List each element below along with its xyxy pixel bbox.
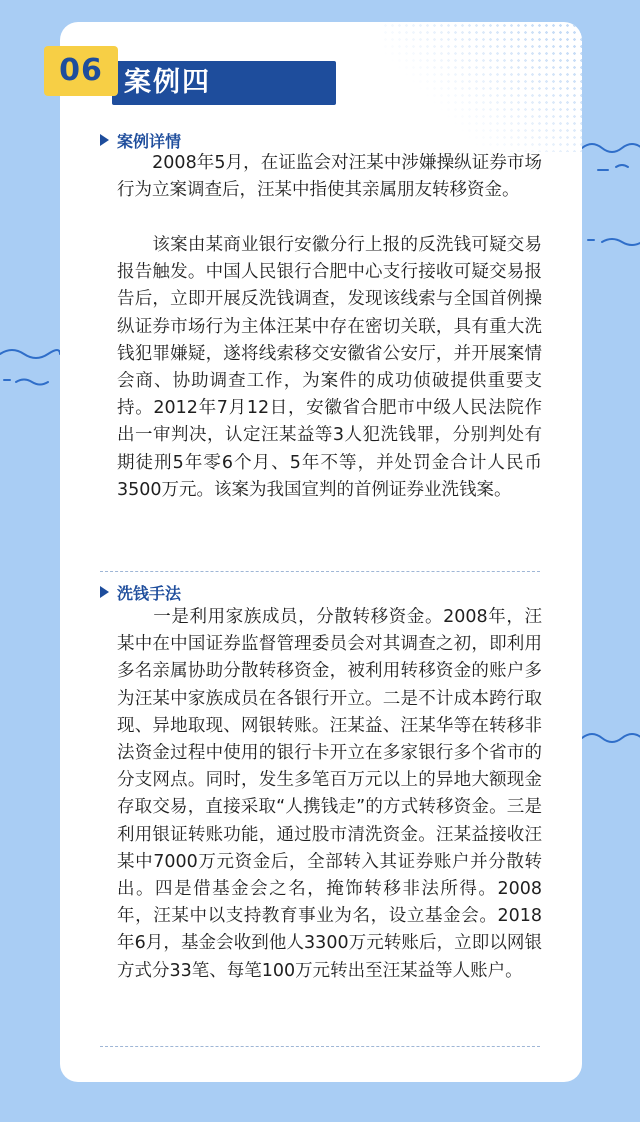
dashed-divider <box>100 1046 540 1047</box>
section-heading-label: 洗钱手法 <box>117 583 182 603</box>
title-banner <box>112 61 336 105</box>
dashed-divider <box>100 571 540 572</box>
paragraph: 一是利用家族成员，分散转移资金。2008年，汪某中在中国证券监督管理委员会对其调查之初，即利用多名亲属协助分散转移资金，被利用转移资金的账户多为汪某中家族成员在各银行开立。二是不计成本跨行取现、异地取现、网银转账。汪某益、汪某华等在转移非法资金过程中使用的银行卡开立在多家银行多个省市的分支网点。同时，发生多笔百万元以上的异地大额现金存取交易，直接采取“人携钱走”的方式转移资金。三是利用银证转账功能，通过股市清洗资金。汪某益接收汪某中7000万元资金后，全部转入其证券账户并分散转出。四是借基金会之名，掩饰转移非法所得。2008年，汪某中以支持教育事业为名，设立基金会。2018年6月，基金会收到他人3300万元转账后，立即以网银方式分33笔、每笔100万元转出至汪某益等人账户。 <box>117 607 542 981</box>
page-title: 案例四 <box>124 67 211 98</box>
dot-pattern-decoration <box>382 22 582 152</box>
section-heading-label: 案例详情 <box>117 131 182 151</box>
section-number-badge: 06 <box>44 46 118 96</box>
section-heading-case-details <box>100 128 181 152</box>
paragraph: 2008年5月，在证监会对汪某中涉嫌操纵证券市场行为立案调查后，汪某中指使其亲属朋友转移资金。 <box>117 153 542 201</box>
triangle-bullet-icon <box>100 586 109 598</box>
section-heading-laundering-methods <box>100 580 181 604</box>
paragraph: 该案由某商业银行安徽分行上报的反洗钱可疑交易报告触发。中国人民银行合肥中心支行接收可疑交易报告后，立即开展反洗钱调查，发现该线索与全国首例操纵证券市场行为主体汪某中存在密切关联，具有重大洗钱犯罪嫌疑，遂将线索移交安徽省公安厅，并开展案情会商、协助调查工作，为案件的成功侦破提供重要支持。2012年7月12日，安徽省合肥市中级人民法院作出一审判决，认定汪某益等3人犯洗钱罪，分别判处有期徒刑5年零6个月、5年不等，并处罚金合计人民币3500万元。该案为我国宣判的首例证券业洗钱案。 <box>117 235 542 500</box>
triangle-bullet-icon <box>100 134 109 146</box>
